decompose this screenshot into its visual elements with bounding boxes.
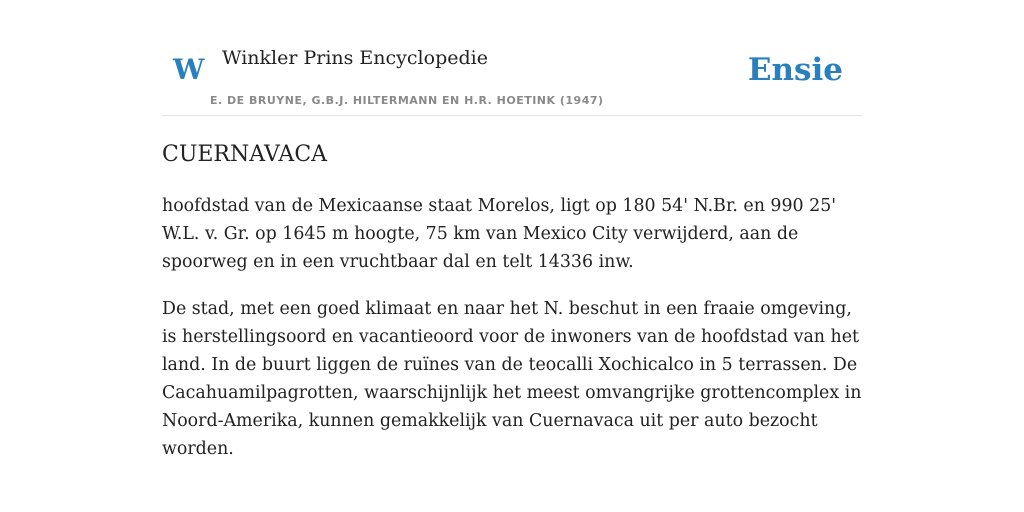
- article-paragraph: De stad, met een goed klimaat en naar het N. beschut in een fraaie omgeving, is herstellingsoord en vacantieoord voor de inwoners van de hoofdstad van het land. In de buurt liggen de ruïnes van de teocalli Xochicalco in 5 terrassen. De Cacahuamilpagrotten, waarschijnlijk het meest omvangrijke grottencomplex in Noord-Amerika, kunnen gemakkelijk van Cuernavaca uit per auto bezocht worden.: [162, 299, 862, 459]
- article-title: CUERNAVACA: [162, 142, 328, 167]
- article-paragraph: hoofdstad van de Mexicaanse staat Morelos, ligt op 180 54' N.Br. en 990 25' W.L. v. Gr. op 1645 m hoogte, 75 km van Mexico City verwijderd, aan de spoorweg en in een vruchtbaar dal en telt 14336 inw.: [162, 196, 837, 272]
- source-title[interactable]: Winkler Prins Encyclopedie: [222, 47, 488, 69]
- source-logo[interactable]: W: [173, 53, 205, 86]
- brand-logo[interactable]: Ensie: [747, 52, 843, 88]
- source-authors: E. DE BRUYNE, G.B.J. HILTERMANN EN H.R. HOETINK (1947): [210, 94, 604, 107]
- source-header: [162, 30, 862, 116]
- article: [162, 138, 862, 463]
